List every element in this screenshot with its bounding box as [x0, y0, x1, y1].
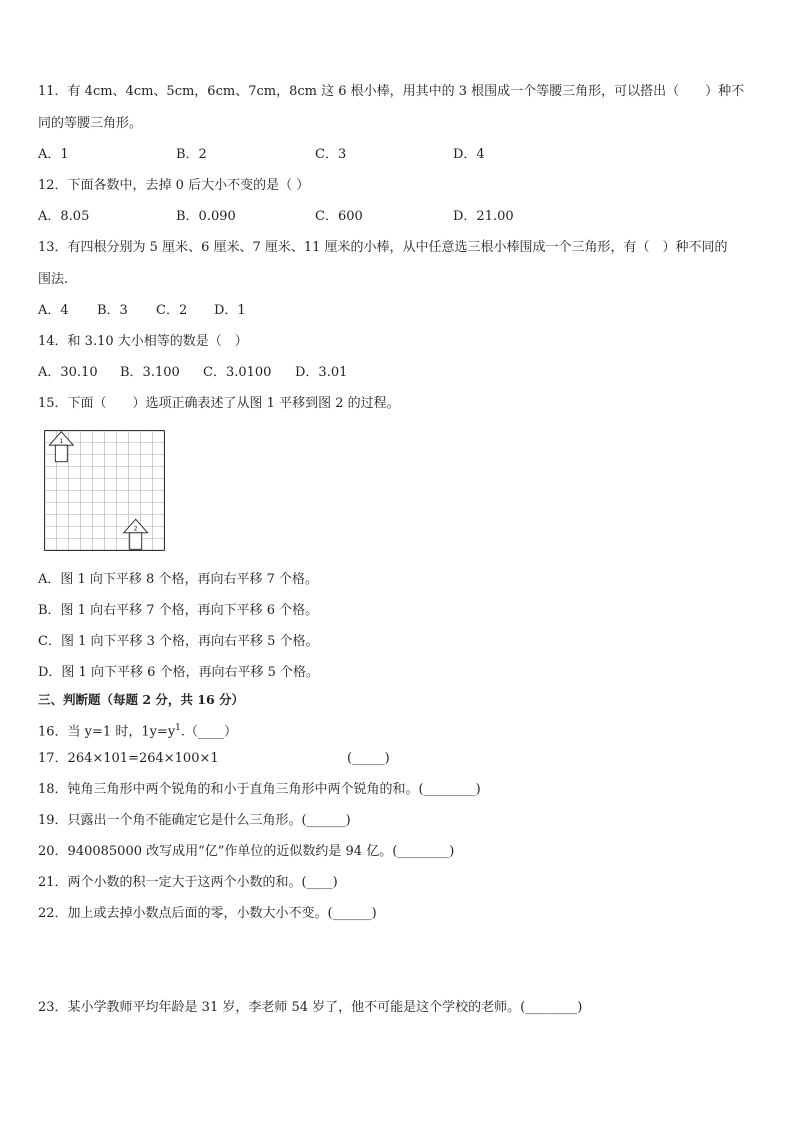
q21-statement: 21．两个小数的积一定大于这两个小数的和。(____): [38, 875, 338, 890]
q11-option-d: D．4: [453, 147, 485, 162]
q12-option-a: A．8.05: [38, 209, 90, 224]
q22-statement: 22．加上或去掉小数点后面的零，小数大小不变。(______): [38, 906, 377, 921]
q15-option-c: C．图 1 向下平移 3 个格，再向右平移 5 个格。: [38, 634, 319, 649]
q19-statement: 19．只露出一个角不能确定它是什么三角形。(______): [38, 813, 351, 828]
q13-option-c: C．2: [156, 303, 188, 318]
q11-option-c: C．3: [315, 147, 347, 162]
q12-option-b: B．0.090: [176, 209, 236, 224]
q23-statement: 23．某小学教师平均年龄是 31 岁，李老师 54 岁了，他不可能是这个学校的老师。(________): [38, 1000, 583, 1015]
q16-suffix: .（____）: [180, 724, 238, 740]
section-3-title: 三、判断题（每题 2 分，共 16 分）: [38, 692, 245, 707]
q17-answer-blank: (_____): [347, 751, 390, 766]
q12-option-d: D．21.00: [453, 209, 514, 224]
q11-stem-line1: 11．有 4cm、4cm、5cm，6cm、7cm，8cm 这 6 根小棒，用其中的 3 根围成一个等腰三角形，可以搭出（ ）种不: [38, 84, 745, 99]
house-shape-2-label: 2: [133, 525, 138, 533]
q11-stem-line2: 同的等腰三角形。: [38, 116, 143, 131]
q12-option-c: C．600: [315, 209, 363, 224]
q14-stem: 14．和 3.10 大小相等的数是（ ）: [38, 334, 248, 349]
q16-prefix: 16．当 y=1 时，1y=y: [38, 724, 176, 740]
q18-statement: 18．钝角三角形中两个锐角的和小于直角三角形中两个锐角的和。(________): [38, 782, 481, 797]
q14-option-a: A．30.10: [38, 365, 98, 380]
q14-option-d: D．3.01: [295, 365, 348, 380]
q13-option-a: A．4: [38, 303, 69, 318]
grid-svg: [44, 430, 165, 551]
q13-option-b: B．3: [97, 303, 128, 318]
q16-statement: [38, 719, 237, 741]
house-shape-2-body: [130, 533, 142, 550]
q11-option-a: A．1: [38, 147, 69, 162]
q17-statement: 17．264×101=264×100×1: [38, 751, 219, 766]
q14-option-b: B．3.100: [120, 365, 180, 380]
q13-stem-line1: 13．有四根分别为 5 厘米、6 厘米、7 厘米、11 厘米的小棒，从中任意选三根小棒围成一个三角形，有（ ）种不同的: [38, 240, 728, 255]
q20-statement: 20．940085000 改写成用“亿”作单位的近似数约是 94 亿。(________): [38, 844, 455, 859]
house-shape-1-label: 1: [59, 437, 64, 445]
q15-option-d: D．图 1 向下平移 6 个格，再向右平移 5 个格。: [38, 665, 320, 680]
translation-grid-figure: [44, 430, 165, 551]
q14-option-c: C．3.0100: [203, 365, 272, 380]
q12-stem: 12．下面各数中，去掉 0 后大小不变的是（ ）: [38, 178, 310, 193]
q15-option-a: A．图 1 向下平移 8 个格，再向右平移 7 个格。: [38, 572, 318, 587]
q16-superscript: 1: [175, 723, 181, 733]
q15-option-b: B．图 1 向右平移 7 个格，再向下平移 6 个格。: [38, 603, 319, 618]
q15-stem: 15．下面（ ）选项正确表述了从图 1 平移到图 2 的过程。: [38, 396, 400, 411]
q13-stem-line2: 围法.: [38, 272, 69, 287]
q13-option-d: D．1: [214, 303, 246, 318]
q11-option-b: B．2: [176, 147, 207, 162]
house-shape-1-body: [55, 445, 67, 462]
